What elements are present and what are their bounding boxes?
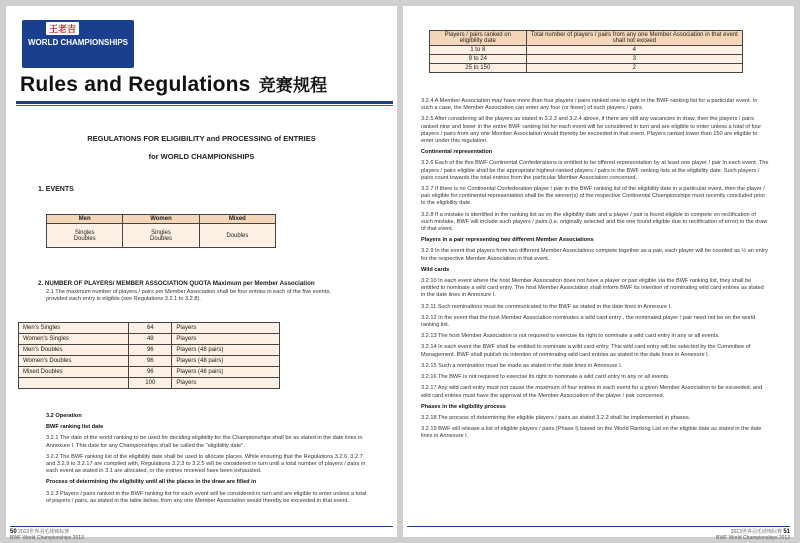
- quota-unit-cell: Players (48 pairs): [172, 345, 280, 356]
- event-name: Doubles: [226, 232, 249, 239]
- title-divider: [16, 101, 393, 104]
- quota-event-cell: Men's Doubles: [19, 345, 129, 356]
- paragraph: 3.2.18 The process of determining the eligible players / pairs as stated 3.2.2 shall be implemented in phases.: [421, 414, 691, 421]
- event-name: Doubles: [149, 235, 172, 242]
- subsection-heading: 3.2 Operation: [46, 413, 82, 419]
- page-footer-right: [716, 528, 790, 541]
- events-section-label: 1. EVENTS: [38, 186, 74, 193]
- footer-title: 2013世界羽毛球锦标赛: [730, 529, 782, 535]
- paragraph: 3.2.15 Such a nomination must be made as stated in the date lines in Annexure I.: [421, 362, 623, 369]
- ranking-row: [430, 64, 743, 73]
- paragraph: 3.2.6 Each of the five BWF Continental Confederations is entitled to be offered representation by at least one player / pair in each event. The players / pairs eligible shall be the appropriate highest-ranked players / pairs in the BWF ranking lists at the eligibility date. Such players / pairs count towards the total entries from the particular Member Association concerned.: [421, 160, 769, 181]
- events-cell-women: [123, 224, 199, 248]
- quota-value-cell: 100: [129, 378, 172, 389]
- ranking-range-cell: 1 to 8: [430, 46, 527, 55]
- championship-logo: [22, 20, 134, 68]
- quota-row: [19, 367, 280, 378]
- quota-section-label: 2. NUMBER OF PLAYERS/ MEMBER ASSOCIATION QUOTA Maximum per Member Association: [38, 280, 315, 287]
- logo-sponsor-text: 王老吉: [46, 22, 79, 35]
- quota-unit-cell: Players (48 pairs): [172, 367, 280, 378]
- quota-value-cell: 96: [129, 345, 172, 356]
- right-body-text: [421, 98, 769, 445]
- ranking-limit-cell: 4: [526, 46, 742, 55]
- quota-table: [18, 322, 280, 389]
- paragraph: 3.2.1 The date of the world ranking to be used for deciding eligibility for the Championships shall be as stated in the date lines in Annexure I. This date for any Championships shall be called the "eligibility date".: [46, 435, 363, 449]
- page-title: [20, 71, 327, 97]
- events-cell-men: [47, 224, 123, 248]
- ranking-limit-cell: 2: [526, 64, 742, 73]
- footer-rule: [407, 526, 790, 527]
- subsection-heading: Phases in the eligibility process: [421, 403, 506, 410]
- quota-event-cell: Men's Singles: [19, 323, 129, 334]
- page-footer-left: [10, 528, 84, 541]
- page-number: 51: [783, 529, 790, 535]
- subsection-heading: Process of determining the eligibility until all the places in the draw are filled in: [46, 479, 257, 486]
- events-header-mixed: Mixed: [199, 215, 275, 224]
- paragraph: 3.2.10 In each event where the host Member Association does not have a player or pair eligible via the BWF ranking list, they shall be entitled to nominate a wild card entry. The host Member Association shall inform BWF its intention of nominating wild card entries as stated in the date lines in Annexure I.: [421, 278, 764, 299]
- paragraph: 3.2.13 The host Member Association is not required to exercise its right to nominate a wild card entry in any or all events.: [421, 333, 720, 340]
- right-page: [403, 6, 794, 541]
- ranking-header-limit: Total number of players / pairs from any one Member Association in that event shall not exceed: [526, 31, 742, 46]
- event-name: Singles: [74, 229, 95, 236]
- ranking-quota-table: [429, 30, 743, 73]
- quota-value-cell: 96: [129, 356, 172, 367]
- regulations-heading: REGULATIONS FOR ELIGIBILITY and PROCESSING of ENTRIES: [87, 134, 316, 143]
- title-divider-accent: [16, 105, 393, 106]
- quota-unit-cell: Players: [172, 334, 280, 345]
- quota-unit-cell: Players (48 pairs): [172, 356, 280, 367]
- quota-value-cell: 96: [129, 367, 172, 378]
- events-table: [46, 214, 276, 248]
- page-title-cn: 竞赛规程: [258, 76, 328, 95]
- quota-row: [19, 378, 280, 389]
- quota-unit-cell: Players: [172, 378, 280, 389]
- paragraph: 3.2.9 In the event that players from two different Member Associations compete together as a pair, each player will be counted as ½ an entry for the respective Member Association in that event.: [421, 248, 768, 262]
- left-page: [6, 6, 397, 541]
- quota-row: [19, 334, 280, 345]
- quota-value-cell: 64: [129, 323, 172, 334]
- quota-event-cell: Women's Doubles: [19, 356, 129, 367]
- footer-subtitle: BWF World Championships 2013: [716, 535, 790, 541]
- ranking-row: [430, 55, 743, 64]
- page-title-en: Rules and Regulations: [20, 73, 251, 96]
- paragraph: 3.2.12 In the event that the host Member Association nominates a wild card entry , the nominated player / pair need not be on the world ranking list.: [421, 314, 756, 329]
- footer-subtitle: BWF World Championships 2013: [10, 535, 84, 541]
- subsection-heading: Continental representation: [421, 149, 493, 156]
- paragraph: 3.2.19 BWF will release a list of eligible players / pairs (Phase I) based on the World Ranking List on the eligible date as stated in the date lines in Annexure I.: [421, 426, 762, 440]
- left-body-text: [46, 411, 372, 509]
- ranking-limit-cell: 3: [526, 55, 742, 64]
- quota-value-cell: 48: [129, 334, 172, 345]
- paragraph: 3.2.4 A Member Association may have more than four players / pairs ranked one to eight in the BWF ranking list for a particular event. In such a case, the Member Association can enter any four (or fewer) of such players / pairs.: [421, 98, 758, 112]
- subsection-heading: Players in a pair representing two different Member Associations: [421, 237, 594, 244]
- regulations-subheading: for WORLD CHAMPIONSHIPS: [148, 152, 255, 161]
- quota-event-cell: Mixed Doubles: [19, 367, 129, 378]
- ranking-row: [430, 46, 743, 55]
- quota-event-cell: Women's Singles: [19, 334, 129, 345]
- ranking-range-cell: 9 to 24: [430, 55, 527, 64]
- quota-row: [19, 345, 280, 356]
- quota-intro: 2.1 The maximum number of players / pairs per Member Association shall be four entries in each of the five events, provided each entry is eligible (see Regulations 3.2.1 to 3.2.8).: [46, 289, 331, 303]
- quota-row: [19, 323, 280, 334]
- quota-unit-cell: Players: [172, 323, 280, 334]
- paragraph: 3.2.11 Such nominations must be communicated to the BWF as stated in the date lines in Annexure I.: [421, 303, 672, 310]
- page-number: 50: [10, 529, 17, 535]
- paragraph: 3.2.7 If there is no Continental Confederation player / pair in the BWF ranking list of the eligibility date in a particular event, then the player / pair eligible for continental representation shall be the winner(s) of the respective Continental Championships most recently concluded prior to the eligibility date.: [421, 186, 766, 207]
- paragraph: 3.2.17 Any wild card entry must not cause the maximum of four entries in each event for a given Member Association to be exceeded, and wild card entries must have the approval of the Member Association of the player / pair concerned.: [421, 385, 763, 399]
- events-header-men: Men: [47, 215, 123, 224]
- subsection-heading: Wild cards: [421, 266, 450, 273]
- paragraph: 3.2.5 After considering all the players as stated in 3.2.3 and 3.2.4 above, if there are still any vacancies in draw, then the players / pairs ranked nine and lower in the entire BWF ranking list for each event will be considered in turn and are eligible to enter unless a total of four players / pairs from any one Member Association would thereby be exceeded in that event. Players ranked lower than 150 are eligible to enter under this regulation.: [421, 116, 762, 145]
- paragraph: 3.2.16 The BWF is not required to exercise its right to nominate a wild card entry in any or all events.: [421, 374, 670, 381]
- events-cell-mixed: [199, 224, 275, 248]
- logo-title: WORLD CHAMPIONSHIPS: [28, 38, 128, 47]
- paragraph: 3.2.2 The BWF ranking list of the eligibility date shall be used to allocate places. While ensuring that the Regulations 3.2.6, 3.2.7 and 3.2.9 to 3.2.17 are complied with, Regulations 3.2.3 to 3.2.5 will be considered in turn until a total number of players / pairs in each event as stated in 3.1 are allocated, or the entries received have been exhausted.: [46, 453, 366, 475]
- footer-rule: [10, 526, 393, 527]
- quota-event-cell: [19, 378, 129, 389]
- event-name: Doubles: [73, 235, 96, 242]
- events-header-women: Women: [123, 215, 199, 224]
- footer-title: 2013世界羽毛球锦标赛: [18, 529, 70, 535]
- subsection-heading: BWF ranking list date: [46, 424, 104, 431]
- event-name: Singles: [151, 229, 171, 236]
- ranking-header-range: Players / pairs ranked on eligibility date: [430, 31, 527, 46]
- ranking-range-cell: 25 to 150: [430, 64, 527, 73]
- paragraph: 3.2.3 Players / pairs ranked in the BWF ranking list for each event will be considered in turn and are eligible to enter unless a total of players / pairs, as stated in the table below, from any one Member Association would thereby be exceeded in that event.: [46, 490, 367, 504]
- paragraph: 3.2.8 If a mistake is identified in the ranking list as on the eligibility date and a player / pair is found eligible to compete on rectification of such mistake, BWF will include such players / pairs (i.e. originally selected and the one found eligible due to rectification of error) in the draw of that event.: [421, 211, 768, 233]
- paragraph: 3.2.14 In each event the BWF shall be entitled to nominate a wild card entry. This wild card entry will be selected by the Committee of Management. BWF shall publish its intention of nominating wild card entries as stated in the date lines in Annexure I.: [421, 344, 751, 358]
- quota-row: [19, 356, 280, 367]
